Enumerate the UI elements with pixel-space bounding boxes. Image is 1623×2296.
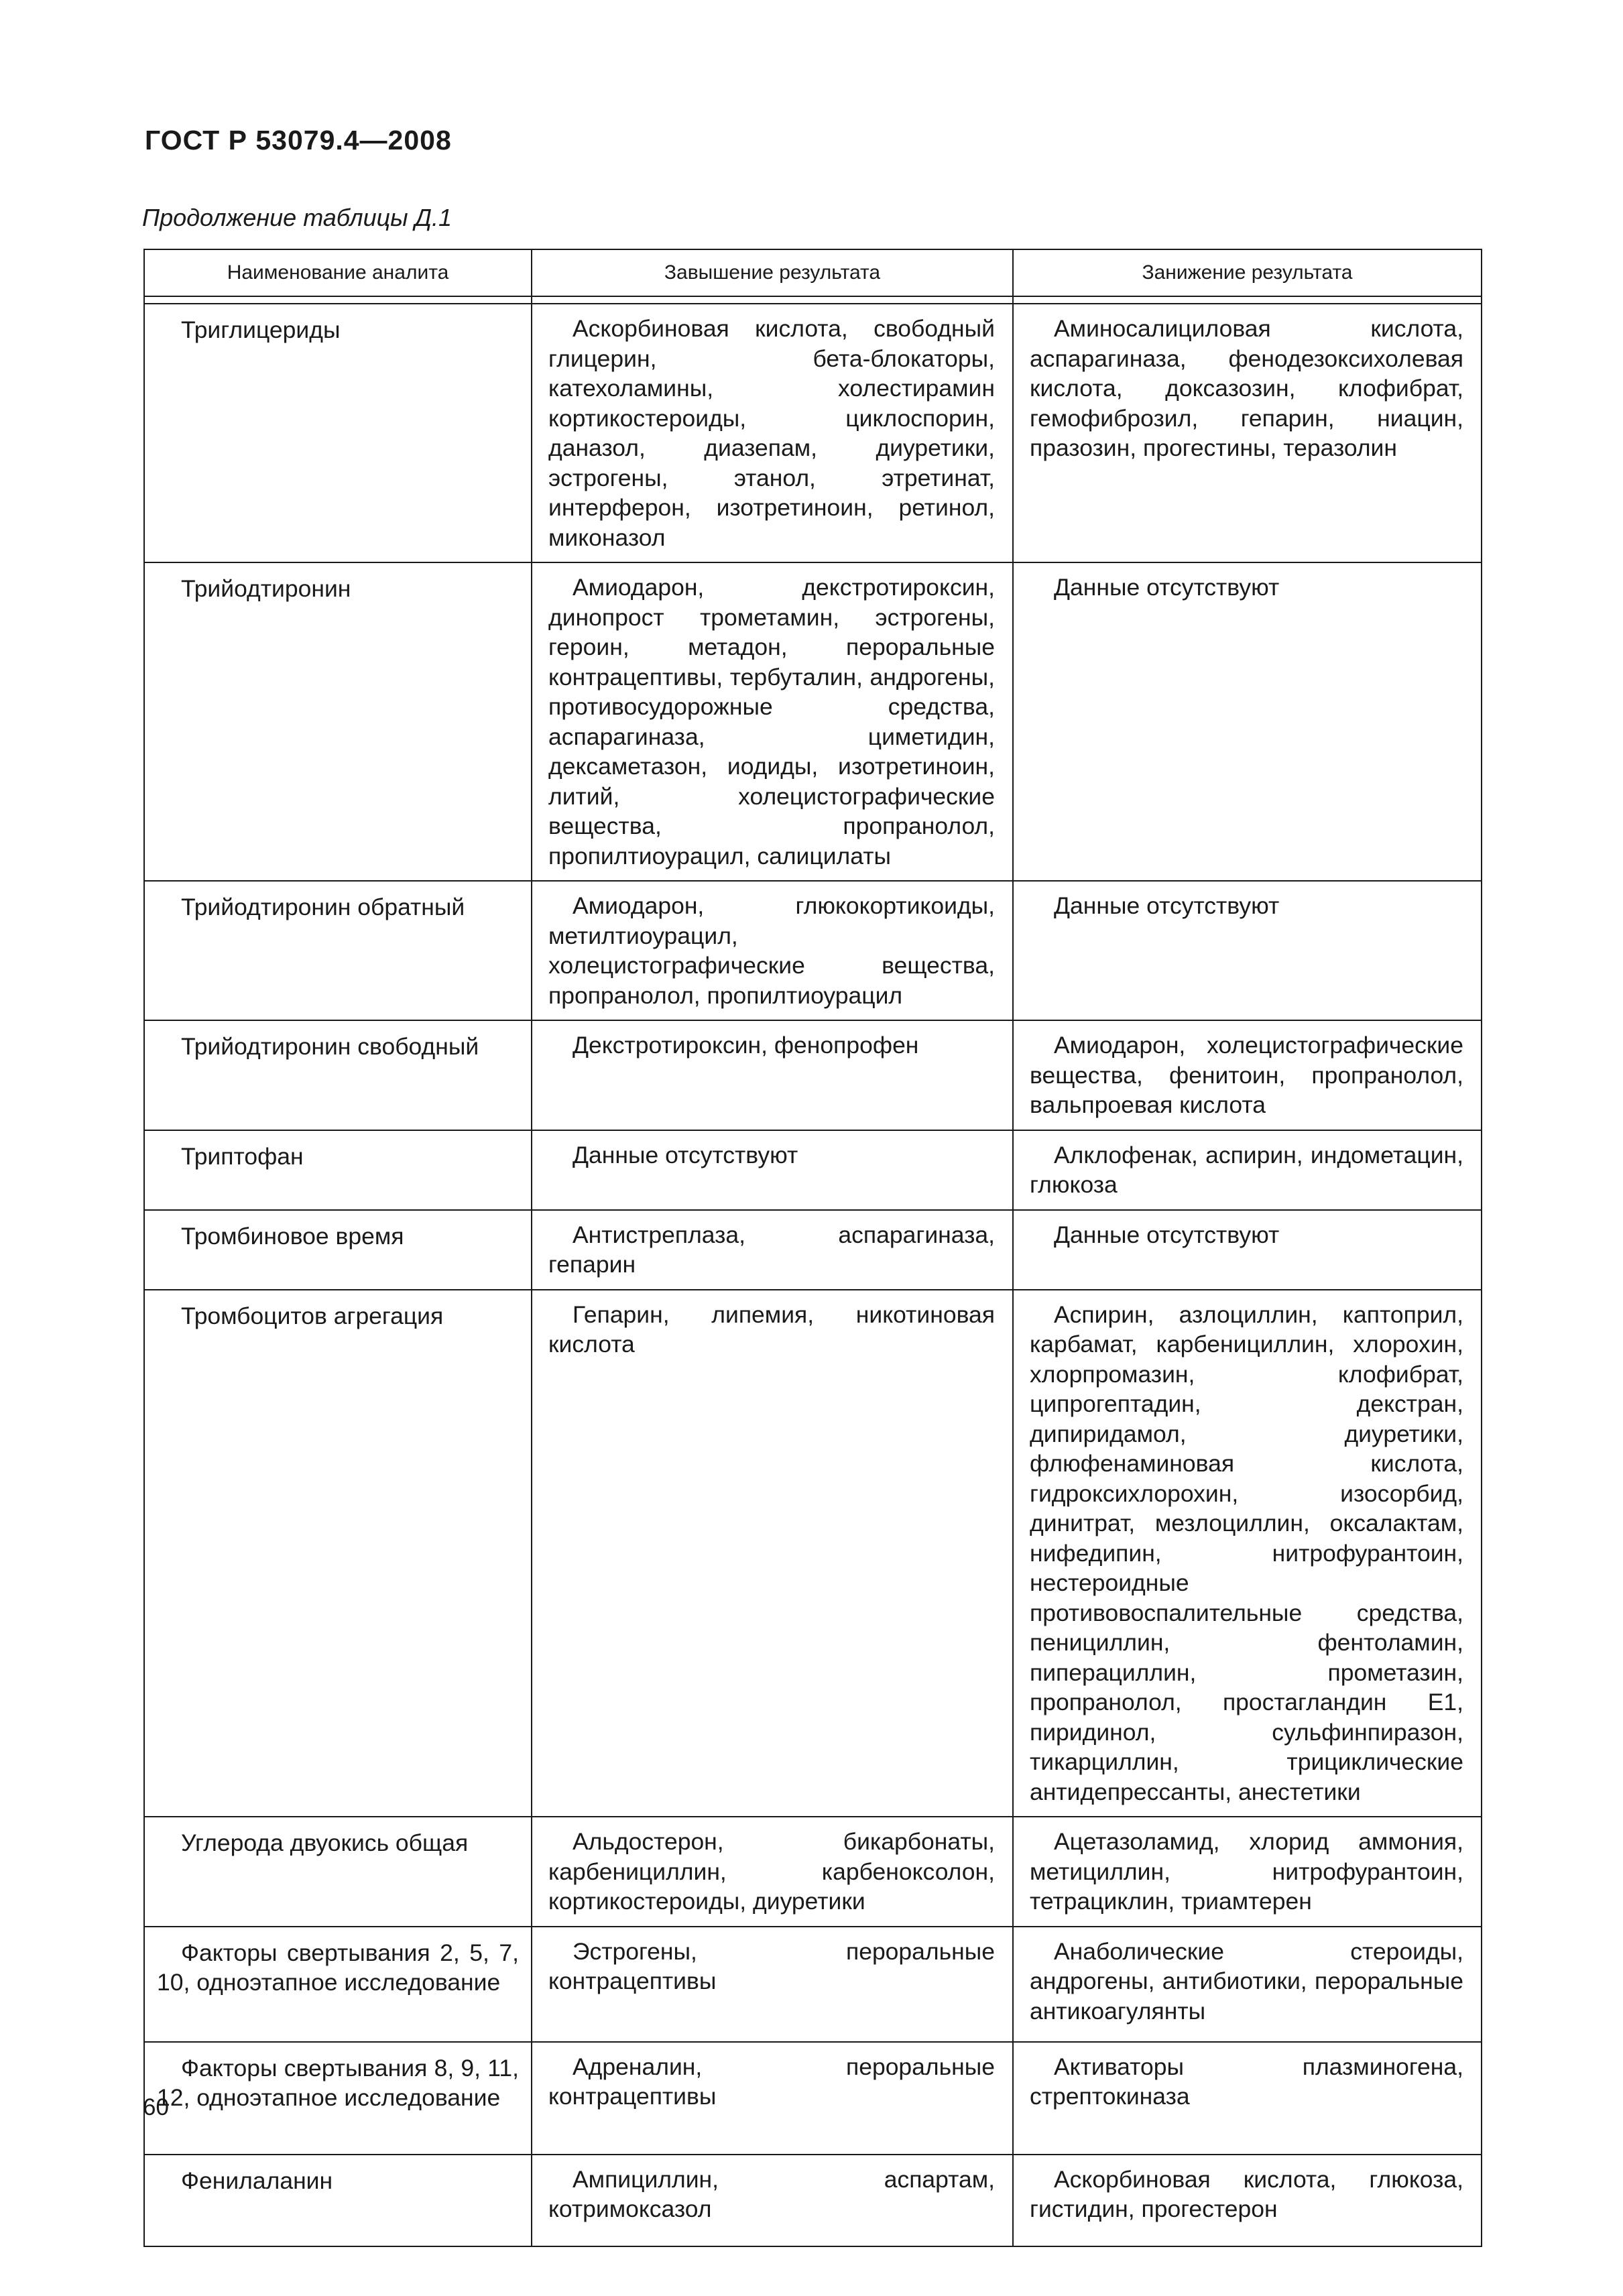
cell-analyte: Триптофан [144,1130,532,1210]
cell-decrease: Аминосалициловая кислота, аспарагиназа, фенодезоксихолевая кислота, доксазозин, клофибрат, гемофиброзил, гепарин, ниацин, празозин, прогестины, теразолин [1013,304,1482,562]
cell-decrease: Данные отсутствуют [1013,1210,1482,1290]
cell-analyte: Тромбоцитов агрегация [144,1290,532,1817]
cell-analyte: Углерода двуокись общая [144,1817,532,1927]
cell-analyte: Трийодтиронин свободный [144,1020,532,1130]
cell-increase: Антистреплаза, аспарагиназа, гепарин [532,1210,1013,1290]
table-row [144,1210,1482,1290]
cell-analyte: Тромбиновое время [144,1210,532,1290]
cell-decrease: Амиодарон, холецистографические вещества, фенитоин, пропранолол, вальпроевая кислота [1013,1020,1482,1130]
cell-analyte: Трийодтиронин [144,562,532,881]
cell-increase: Адреналин, пероральные контрацептивы [532,2042,1013,2155]
table-row [144,1130,1482,1210]
cell-analyte: Триглицериды [144,304,532,562]
header-separator-row [144,296,1482,304]
table-header-row [144,249,1482,296]
cell-increase: Амиодарон, глюкокортикоиды, метилтиоурацил, холецистографические вещества, пропранолол, пропилтиоурацил [532,881,1013,1020]
table-row [144,304,1482,562]
cell-decrease: Аспирин, азлоциллин, каптоприл, карбамат, карбенициллин, хлорохин, хлорпромазин, клофибрат, ципрогептадин, декстран, дипиридамол, диуретики, флюфенаминовая кислота, гидроксихлорохин, изосорбид, динитрат, мезлоциллин, оксалактам, нифедипин, нитрофурантоин, нестероидные противовоспалительные средства, пенициллин, фентоламин, пиперациллин, прометазин, пропранолол, простагландин Е1, пиридинол, сульфинпиразон, тикарциллин, трициклические антидепрессанты, анестетики [1013,1290,1482,1817]
cell-increase: Аскорбиновая кислота, свободный глицерин, бета-блокаторы, катехоламины, холестирамин кортикостероиды, циклоспорин, даназол, диазепам, диуретики, эстрогены, этанол, этретинат, интерферон, изотретиноин, ретинол, миконазол [532,304,1013,562]
cell-analyte: Факторы свертывания 8, 9, 11, 12, одноэтапное исследование [144,2042,532,2155]
table-row [144,1817,1482,1927]
cell-decrease: Алклофенак, аспирин, индометацин, глюкоза [1013,1130,1482,1210]
cell-increase: Эстрогены, пероральные контрацептивы [532,1927,1013,2042]
cell-analyte: Трийодтиронин обратный [144,881,532,1020]
header-decrease: Занижение результата [1013,249,1482,296]
header-analyte: Наименование аналита [144,249,532,296]
cell-decrease: Аскорбиновая кислота, глюкоза, гистидин, прогестерон [1013,2155,1482,2246]
cell-decrease: Данные отсутствуют [1013,562,1482,881]
cell-decrease: Активаторы плазминогена, стрептокиназа [1013,2042,1482,2155]
cell-decrease: Анаболические стероиды, андрогены, антибиотики, пероральные антикоагулянты [1013,1927,1482,2042]
cell-increase: Ампициллин, аспартам, котримоксазол [532,2155,1013,2246]
table-row [144,1290,1482,1817]
page-number: 60 [143,2094,169,2120]
table-row [144,2155,1482,2246]
cell-analyte: Фенилаланин [144,2155,532,2246]
analyte-interference-table [143,249,1482,2247]
table-row [144,1927,1482,2042]
header-increase: Завышение результата [532,249,1013,296]
table-row [144,881,1482,1020]
cell-decrease: Ацетазоламид, хлорид аммония, метициллин, нитрофурантоин, тетрациклин, триамтерен [1013,1817,1482,1927]
cell-increase: Декстротироксин, фенопрофен [532,1020,1013,1130]
cell-increase: Альдостерон, бикарбонаты, карбенициллин, карбеноксолон, кортикостероиды, диуретики [532,1817,1013,1927]
document-standard-title: ГОСТ Р 53079.4—2008 [145,125,452,156]
table-row [144,1020,1482,1130]
table-row [144,562,1482,881]
cell-increase: Гепарин, липемия, никотиновая кислота [532,1290,1013,1817]
cell-increase: Амиодарон, декстротироксин, динопрост трометамин, эстрогены, героин, метадон, пероральные контрацептивы, тербуталин, андрогены, противосудорожные средства, аспарагиназа, циметидин, дексаметазон, иодиды, изотретиноин, литий, холецистографические вещества, пропранолол, пропилтиоурацил, салицилаты [532,562,1013,881]
table-row [144,2042,1482,2155]
cell-analyte: Факторы свертывания 2, 5, 7, 10, одноэтапное исследование [144,1927,532,2042]
cell-decrease: Данные отсутствуют [1013,881,1482,1020]
cell-increase: Данные отсутствуют [532,1130,1013,1210]
table-caption: Продолжение таблицы Д.1 [142,204,453,231]
